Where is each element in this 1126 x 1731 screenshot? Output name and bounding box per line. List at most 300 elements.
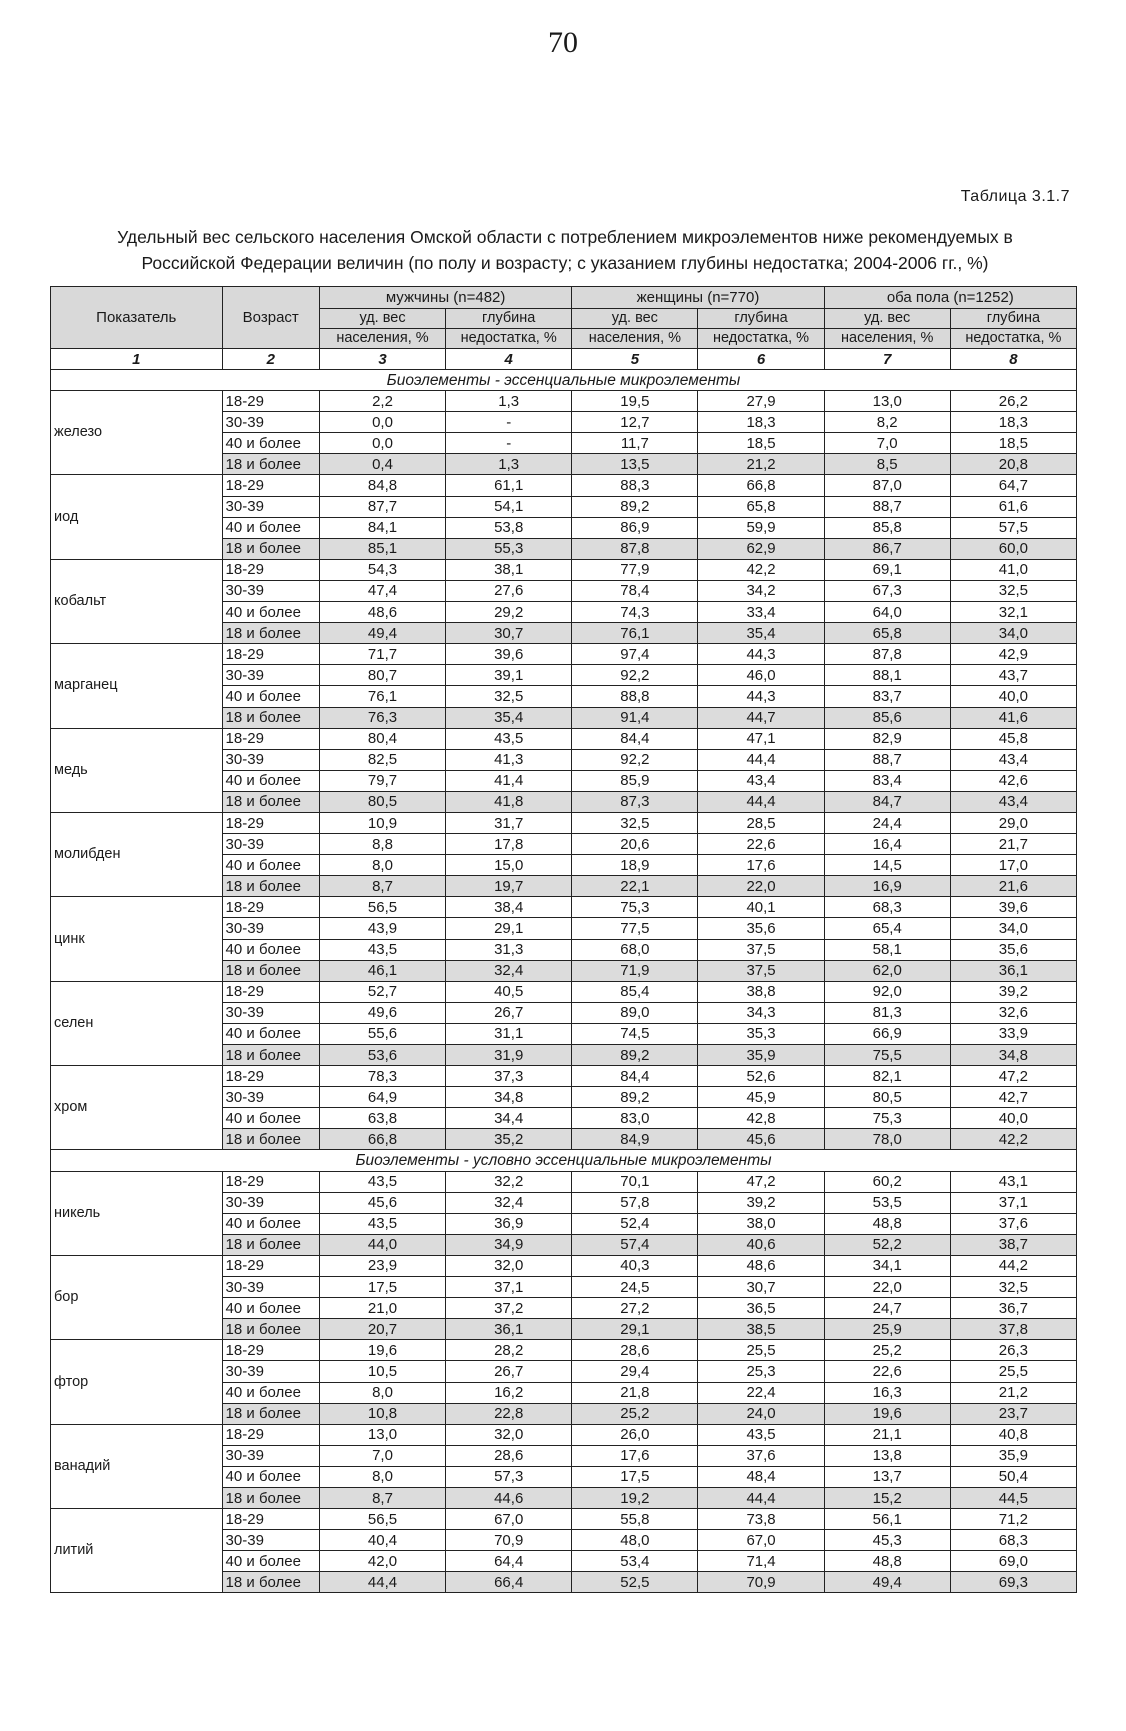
value-cell: 32,4 — [446, 1192, 572, 1213]
value-cell: 32,1 — [950, 602, 1076, 623]
page-number: 70 — [548, 26, 578, 59]
value-cell: 87,7 — [319, 496, 445, 517]
value-cell: 57,8 — [572, 1192, 698, 1213]
value-cell: 52,2 — [824, 1234, 950, 1255]
value-cell: 38,5 — [698, 1319, 824, 1340]
value-cell: 33,4 — [698, 602, 824, 623]
value-cell: 23,9 — [319, 1255, 445, 1276]
value-cell: 57,4 — [572, 1234, 698, 1255]
age-group: 18-29 — [222, 1509, 319, 1530]
value-cell: 42,9 — [950, 644, 1076, 665]
value-cell: 21,0 — [319, 1298, 445, 1319]
value-cell: 37,3 — [446, 1066, 572, 1087]
age-group: 18 и более — [222, 1234, 319, 1255]
value-cell: 26,7 — [446, 1002, 572, 1023]
value-cell: 47,2 — [698, 1171, 824, 1192]
value-cell: 35,6 — [698, 918, 824, 939]
value-cell: 45,3 — [824, 1530, 950, 1551]
value-cell: 14,5 — [824, 855, 950, 876]
section-title: Биоэлементы - условно эссенциальные микроэлементы — [51, 1150, 1077, 1171]
value-cell: 36,9 — [446, 1213, 572, 1234]
value-cell: 78,4 — [572, 580, 698, 601]
value-cell: 32,5 — [950, 1277, 1076, 1298]
value-cell: 16,4 — [824, 834, 950, 855]
header-depth-men: глубина — [446, 309, 572, 329]
value-cell: 85,1 — [319, 538, 445, 559]
value-cell: 21,8 — [572, 1382, 698, 1403]
value-cell: 84,1 — [319, 517, 445, 538]
value-cell: 24,5 — [572, 1277, 698, 1298]
value-cell: 41,6 — [950, 707, 1076, 728]
value-cell: 13,7 — [824, 1466, 950, 1487]
value-cell: 26,7 — [446, 1361, 572, 1382]
value-cell: 38,1 — [446, 559, 572, 580]
value-cell: 87,8 — [824, 644, 950, 665]
value-cell: 62,0 — [824, 960, 950, 981]
column-number: 6 — [698, 349, 824, 370]
age-group: 30-39 — [222, 580, 319, 601]
value-cell: 36,1 — [446, 1319, 572, 1340]
value-cell: 18,3 — [698, 412, 824, 433]
value-cell: 81,3 — [824, 1002, 950, 1023]
value-cell: 70,1 — [572, 1171, 698, 1192]
value-cell: 65,8 — [824, 623, 950, 644]
value-cell: 1,3 — [446, 454, 572, 475]
age-group: 18 и более — [222, 1129, 319, 1150]
value-cell: 61,6 — [950, 496, 1076, 517]
value-cell: 70,9 — [446, 1530, 572, 1551]
age-group: 18 и более — [222, 876, 319, 897]
value-cell: 31,1 — [446, 1023, 572, 1044]
value-cell: 22,4 — [698, 1382, 824, 1403]
value-cell: 92,2 — [572, 749, 698, 770]
value-cell: 66,4 — [446, 1572, 572, 1593]
age-group: 18-29 — [222, 1066, 319, 1087]
table-row — [51, 1509, 1077, 1530]
value-cell: 35,6 — [950, 939, 1076, 960]
value-cell: 35,9 — [950, 1445, 1076, 1466]
value-cell: 65,4 — [824, 918, 950, 939]
value-cell: 32,0 — [446, 1255, 572, 1276]
age-group: 18-29 — [222, 728, 319, 749]
value-cell: 60,2 — [824, 1171, 950, 1192]
value-cell: 64,0 — [824, 602, 950, 623]
age-group: 18-29 — [222, 475, 319, 496]
value-cell: 46,0 — [698, 665, 824, 686]
value-cell: 39,2 — [950, 981, 1076, 1002]
value-cell: 44,4 — [319, 1572, 445, 1593]
header-indicator: Показатель — [51, 287, 223, 349]
value-cell: 46,1 — [319, 960, 445, 981]
element-name: медь — [51, 728, 223, 812]
value-cell: 39,2 — [698, 1192, 824, 1213]
value-cell: 38,7 — [950, 1234, 1076, 1255]
value-cell: 1,3 — [446, 391, 572, 412]
value-cell: 89,2 — [572, 1045, 698, 1066]
value-cell: 43,5 — [319, 1213, 445, 1234]
table-row — [51, 812, 1077, 833]
section-row — [51, 1150, 1077, 1171]
value-cell: 29,1 — [572, 1319, 698, 1340]
value-cell: 19,7 — [446, 876, 572, 897]
age-group: 30-39 — [222, 665, 319, 686]
value-cell: 22,6 — [698, 834, 824, 855]
age-group: 18-29 — [222, 1424, 319, 1445]
age-group: 18 и более — [222, 1319, 319, 1340]
table-row — [51, 1424, 1077, 1445]
value-cell: 22,0 — [824, 1277, 950, 1298]
age-group: 40 и более — [222, 686, 319, 707]
value-cell: 40,6 — [698, 1234, 824, 1255]
value-cell: 10,9 — [319, 812, 445, 833]
value-cell: 17,5 — [319, 1277, 445, 1298]
value-cell: 73,8 — [698, 1509, 824, 1530]
value-cell: 28,6 — [572, 1340, 698, 1361]
value-cell: 43,4 — [950, 791, 1076, 812]
value-cell: 21,2 — [950, 1382, 1076, 1403]
value-cell: 78,3 — [319, 1066, 445, 1087]
value-cell: 76,1 — [319, 686, 445, 707]
element-name: ванадий — [51, 1424, 223, 1508]
age-group: 18 и более — [222, 623, 319, 644]
value-cell: 55,8 — [572, 1509, 698, 1530]
value-cell: 41,3 — [446, 749, 572, 770]
element-name: хром — [51, 1066, 223, 1150]
age-group: 40 и более — [222, 602, 319, 623]
value-cell: 88,7 — [824, 496, 950, 517]
value-cell: 31,3 — [446, 939, 572, 960]
value-cell: 53,5 — [824, 1192, 950, 1213]
value-cell: 32,5 — [446, 686, 572, 707]
value-cell: 53,6 — [319, 1045, 445, 1066]
value-cell: 68,3 — [950, 1530, 1076, 1551]
value-cell: 66,8 — [319, 1129, 445, 1150]
value-cell: 15,0 — [446, 855, 572, 876]
value-cell: 43,9 — [319, 918, 445, 939]
value-cell: 64,4 — [446, 1551, 572, 1572]
value-cell: 13,0 — [824, 391, 950, 412]
value-cell: 84,7 — [824, 791, 950, 812]
value-cell: 41,0 — [950, 559, 1076, 580]
value-cell: 21,7 — [950, 834, 1076, 855]
value-cell: 32,5 — [950, 580, 1076, 601]
value-cell: 16,2 — [446, 1382, 572, 1403]
value-cell: 54,1 — [446, 496, 572, 517]
value-cell: 31,7 — [446, 812, 572, 833]
value-cell: 21,2 — [698, 454, 824, 475]
age-group: 30-39 — [222, 749, 319, 770]
value-cell: 34,1 — [824, 1255, 950, 1276]
value-cell: 47,1 — [698, 728, 824, 749]
age-group: 40 и более — [222, 1108, 319, 1129]
value-cell: 10,5 — [319, 1361, 445, 1382]
column-number: 8 — [950, 349, 1076, 370]
age-group: 40 и более — [222, 1213, 319, 1234]
value-cell: 13,0 — [319, 1424, 445, 1445]
value-cell: 74,3 — [572, 602, 698, 623]
age-group: 30-39 — [222, 1087, 319, 1108]
age-group: 30-39 — [222, 1277, 319, 1298]
value-cell: 61,1 — [446, 475, 572, 496]
value-cell: 44,7 — [698, 707, 824, 728]
value-cell: 44,3 — [698, 644, 824, 665]
value-cell: 55,6 — [319, 1023, 445, 1044]
value-cell: 24,4 — [824, 812, 950, 833]
header-men: мужчины (n=482) — [319, 287, 571, 309]
value-cell: 34,0 — [950, 623, 1076, 644]
header-depth-women: глубина — [698, 309, 824, 329]
element-name: бор — [51, 1255, 223, 1339]
table-row — [51, 1340, 1077, 1361]
value-cell: 34,8 — [446, 1087, 572, 1108]
value-cell: 18,5 — [950, 433, 1076, 454]
value-cell: 91,4 — [572, 707, 698, 728]
column-number: 5 — [572, 349, 698, 370]
age-group: 18 и более — [222, 1403, 319, 1424]
value-cell: - — [446, 433, 572, 454]
header-women: женщины (n=770) — [572, 287, 824, 309]
value-cell: 19,2 — [572, 1487, 698, 1508]
value-cell: 43,5 — [446, 728, 572, 749]
value-cell: 38,4 — [446, 897, 572, 918]
value-cell: 22,8 — [446, 1403, 572, 1424]
value-cell: 37,6 — [950, 1213, 1076, 1234]
value-cell: 37,5 — [698, 939, 824, 960]
value-cell: 45,6 — [698, 1129, 824, 1150]
value-cell: 92,2 — [572, 665, 698, 686]
value-cell: 37,1 — [950, 1192, 1076, 1213]
table-row — [51, 1171, 1077, 1192]
value-cell: 64,7 — [950, 475, 1076, 496]
value-cell: 69,0 — [950, 1551, 1076, 1572]
value-cell: 8,0 — [319, 1466, 445, 1487]
value-cell: 71,7 — [319, 644, 445, 665]
value-cell: 39,6 — [950, 897, 1076, 918]
value-cell: 84,8 — [319, 475, 445, 496]
age-group: 40 и более — [222, 517, 319, 538]
value-cell: 17,0 — [950, 855, 1076, 876]
value-cell: 27,2 — [572, 1298, 698, 1319]
element-name: селен — [51, 981, 223, 1065]
value-cell: 57,5 — [950, 517, 1076, 538]
value-cell: 54,3 — [319, 559, 445, 580]
element-name: литий — [51, 1509, 223, 1593]
value-cell: 22,1 — [572, 876, 698, 897]
value-cell: 47,4 — [319, 580, 445, 601]
value-cell: 37,6 — [698, 1445, 824, 1466]
column-number: 4 — [446, 349, 572, 370]
value-cell: 25,2 — [824, 1340, 950, 1361]
value-cell: 13,5 — [572, 454, 698, 475]
value-cell: 71,4 — [698, 1551, 824, 1572]
age-group: 30-39 — [222, 412, 319, 433]
value-cell: 43,5 — [319, 939, 445, 960]
value-cell: 59,9 — [698, 517, 824, 538]
value-cell: 13,8 — [824, 1445, 950, 1466]
value-cell: 71,9 — [572, 960, 698, 981]
value-cell: 48,4 — [698, 1466, 824, 1487]
value-cell: 68,3 — [824, 897, 950, 918]
value-cell: 75,3 — [572, 897, 698, 918]
table-row — [51, 475, 1077, 496]
value-cell: 74,5 — [572, 1023, 698, 1044]
value-cell: 43,5 — [698, 1424, 824, 1445]
value-cell: 27,6 — [446, 580, 572, 601]
value-cell: 39,1 — [446, 665, 572, 686]
value-cell: 92,0 — [824, 981, 950, 1002]
age-group: 40 и более — [222, 1466, 319, 1487]
value-cell: 37,8 — [950, 1319, 1076, 1340]
value-cell: 42,2 — [950, 1129, 1076, 1150]
caption-line-1: Удельный вес сельского населения Омской области с потреблением микроэлементов ниже рекомендуемых в — [117, 227, 1013, 247]
value-cell: 20,8 — [950, 454, 1076, 475]
value-cell: 44,2 — [950, 1255, 1076, 1276]
table-body — [51, 370, 1077, 1593]
value-cell: 32,4 — [446, 960, 572, 981]
value-cell: 24,0 — [698, 1403, 824, 1424]
value-cell: 32,5 — [572, 812, 698, 833]
value-cell: 7,0 — [824, 433, 950, 454]
value-cell: 62,9 — [698, 538, 824, 559]
value-cell: 28,5 — [698, 812, 824, 833]
value-cell: 45,8 — [950, 728, 1076, 749]
value-cell: 82,5 — [319, 749, 445, 770]
value-cell: 35,4 — [446, 707, 572, 728]
age-group: 18 и более — [222, 1045, 319, 1066]
value-cell: 47,2 — [950, 1066, 1076, 1087]
value-cell: 30,7 — [446, 623, 572, 644]
value-cell: 40,8 — [950, 1424, 1076, 1445]
value-cell: 17,6 — [572, 1445, 698, 1466]
value-cell: 88,7 — [824, 749, 950, 770]
value-cell: 87,0 — [824, 475, 950, 496]
value-cell: 34,4 — [446, 1108, 572, 1129]
value-cell: 37,2 — [446, 1298, 572, 1319]
value-cell: 43,7 — [950, 665, 1076, 686]
value-cell: 23,7 — [950, 1403, 1076, 1424]
value-cell: 28,2 — [446, 1340, 572, 1361]
header-depth-both: глубина — [950, 309, 1076, 329]
value-cell: 50,4 — [950, 1466, 1076, 1487]
section-row — [51, 370, 1077, 391]
value-cell: 42,7 — [950, 1087, 1076, 1108]
value-cell: 39,6 — [446, 644, 572, 665]
table-label: Таблица 3.1.7 — [960, 188, 1070, 205]
value-cell: 34,0 — [950, 918, 1076, 939]
value-cell: 97,4 — [572, 644, 698, 665]
age-group: 18 и более — [222, 791, 319, 812]
value-cell: 25,9 — [824, 1319, 950, 1340]
age-group: 18 и более — [222, 454, 319, 475]
column-number: 7 — [824, 349, 950, 370]
column-number: 3 — [319, 349, 445, 370]
value-cell: 43,4 — [698, 770, 824, 791]
value-cell: 17,6 — [698, 855, 824, 876]
value-cell: 2,2 — [319, 391, 445, 412]
value-cell: 85,6 — [824, 707, 950, 728]
header-share-men: уд. вес — [319, 309, 445, 329]
age-group: 18-29 — [222, 1340, 319, 1361]
header-both: оба пола (n=1252) — [824, 287, 1076, 309]
age-group: 18-29 — [222, 1171, 319, 1192]
value-cell: 80,5 — [319, 791, 445, 812]
element-name: никель — [51, 1171, 223, 1255]
age-group: 40 и более — [222, 1382, 319, 1403]
value-cell: 49,4 — [319, 623, 445, 644]
age-group: 18 и более — [222, 1572, 319, 1593]
value-cell: 18,3 — [950, 412, 1076, 433]
value-cell: 36,5 — [698, 1298, 824, 1319]
age-group: 40 и более — [222, 939, 319, 960]
value-cell: 49,6 — [319, 1002, 445, 1023]
value-cell: 27,9 — [698, 391, 824, 412]
table-row — [51, 981, 1077, 1002]
value-cell: 45,9 — [698, 1087, 824, 1108]
value-cell: 8,0 — [319, 855, 445, 876]
age-group: 18-29 — [222, 981, 319, 1002]
age-group: 18-29 — [222, 812, 319, 833]
table-row — [51, 644, 1077, 665]
value-cell: 80,5 — [824, 1087, 950, 1108]
value-cell: 11,7 — [572, 433, 698, 454]
value-cell: 70,9 — [698, 1572, 824, 1593]
value-cell: 29,1 — [446, 918, 572, 939]
value-cell: 55,3 — [446, 538, 572, 559]
value-cell: 89,2 — [572, 1087, 698, 1108]
element-name: марганец — [51, 644, 223, 728]
value-cell: 79,7 — [319, 770, 445, 791]
value-cell: 69,1 — [824, 559, 950, 580]
value-cell: 21,6 — [950, 876, 1076, 897]
value-cell: 34,2 — [698, 580, 824, 601]
header-share-both: уд. вес — [824, 309, 950, 329]
value-cell: 26,2 — [950, 391, 1076, 412]
age-group: 18-29 — [222, 559, 319, 580]
section-title: Биоэлементы - эссенциальные микроэлементы — [51, 370, 1077, 391]
value-cell: 21,1 — [824, 1424, 950, 1445]
value-cell: 48,8 — [824, 1213, 950, 1234]
value-cell: 75,3 — [824, 1108, 950, 1129]
value-cell: 36,7 — [950, 1298, 1076, 1319]
value-cell: 86,7 — [824, 538, 950, 559]
element-name: иод — [51, 475, 223, 559]
age-group: 30-39 — [222, 918, 319, 939]
value-cell: 80,4 — [319, 728, 445, 749]
value-cell: 36,1 — [950, 960, 1076, 981]
column-number: 1 — [51, 349, 223, 370]
age-group: 30-39 — [222, 1445, 319, 1466]
value-cell: 29,2 — [446, 602, 572, 623]
value-cell: 60,0 — [950, 538, 1076, 559]
value-cell: 8,7 — [319, 1487, 445, 1508]
value-cell: 32,6 — [950, 1002, 1076, 1023]
value-cell: 8,8 — [319, 834, 445, 855]
value-cell: 84,9 — [572, 1129, 698, 1150]
value-cell: 34,9 — [446, 1234, 572, 1255]
value-cell: 32,0 — [446, 1424, 572, 1445]
value-cell: 76,3 — [319, 707, 445, 728]
value-cell: 30,7 — [698, 1277, 824, 1298]
table-row — [51, 1255, 1077, 1276]
value-cell: 42,8 — [698, 1108, 824, 1129]
value-cell: 29,0 — [950, 812, 1076, 833]
value-cell: 22,0 — [698, 876, 824, 897]
value-cell: 40,5 — [446, 981, 572, 1002]
age-group: 30-39 — [222, 1361, 319, 1382]
value-cell: 15,2 — [824, 1487, 950, 1508]
age-group: 18 и более — [222, 538, 319, 559]
value-cell: 68,0 — [572, 939, 698, 960]
